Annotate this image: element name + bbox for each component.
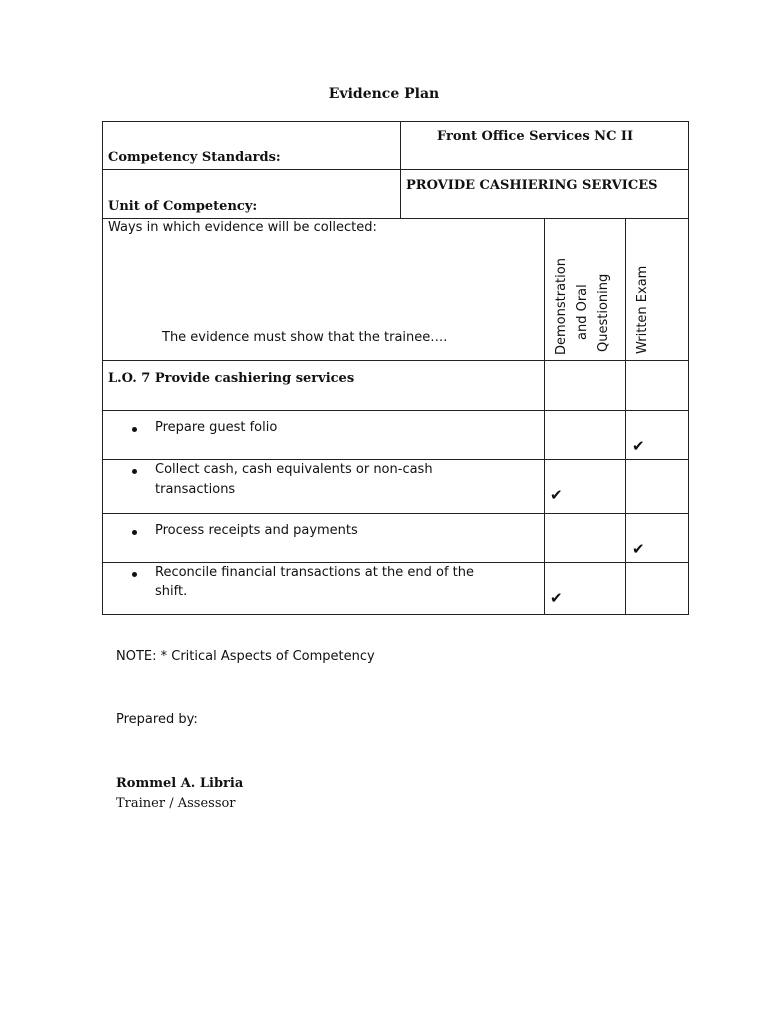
unit-of-competency-label: Unit of Competency:: [108, 199, 258, 214]
bullet: [132, 530, 137, 535]
criterion-4-text-line2: shift.: [155, 584, 188, 599]
check-icon: ✔: [550, 486, 563, 504]
column-divider: [625, 218, 626, 615]
bullet: [132, 572, 137, 577]
column-divider: [400, 121, 401, 218]
method-demonstration-header: Demonstration: [554, 258, 569, 355]
learning-outcome: L.O. 7 Provide cashiering services: [108, 371, 355, 386]
row-divider: [102, 169, 689, 170]
unit-of-competency-value: PROVIDE CASHIERING SERVICES: [406, 178, 658, 193]
ways-evidence-label: Ways in which evidence will be collected:: [108, 220, 377, 235]
criterion-2-text-line2: transactions: [155, 482, 236, 497]
row-divider: [102, 562, 689, 563]
evidence-must-show-label: The evidence must show that the trainee….: [162, 330, 448, 345]
bullet: [132, 427, 137, 432]
note-text: NOTE: * Critical Aspects of Competency: [116, 649, 375, 664]
page-title: Evidence Plan: [328, 86, 440, 102]
column-divider: [544, 218, 545, 615]
row-divider: [102, 218, 689, 219]
row-divider: [102, 513, 689, 514]
evidence-plan-table: [102, 121, 689, 615]
criterion-2-text: Collect cash, cash equivalents or non-cash: [155, 462, 433, 477]
competency-standards-value: Front Office Services NC II: [437, 129, 634, 144]
preparer-name: Rommel A. Libria: [116, 776, 244, 791]
criterion-4-text: Reconcile financial transactions at the end of the: [155, 565, 475, 580]
prepared-by-label: Prepared by:: [116, 712, 198, 727]
method-demonstration-header-line2: and Oral: [575, 284, 590, 340]
check-icon: ✔: [632, 540, 645, 558]
check-icon: ✔: [632, 437, 645, 455]
row-divider: [102, 459, 689, 460]
row-divider: [102, 360, 689, 361]
criterion-3-text: Process receipts and payments: [155, 523, 358, 538]
check-icon: ✔: [550, 589, 563, 607]
row-divider: [102, 410, 689, 411]
preparer-role: Trainer / Assessor: [116, 796, 236, 811]
competency-standards-label: Competency Standards:: [108, 150, 281, 165]
bullet: [132, 469, 137, 474]
criterion-1-text: Prepare guest folio: [155, 420, 278, 435]
method-demonstration-header-line3: Questioning: [596, 273, 611, 352]
method-written-header: Written Exam: [635, 265, 650, 354]
